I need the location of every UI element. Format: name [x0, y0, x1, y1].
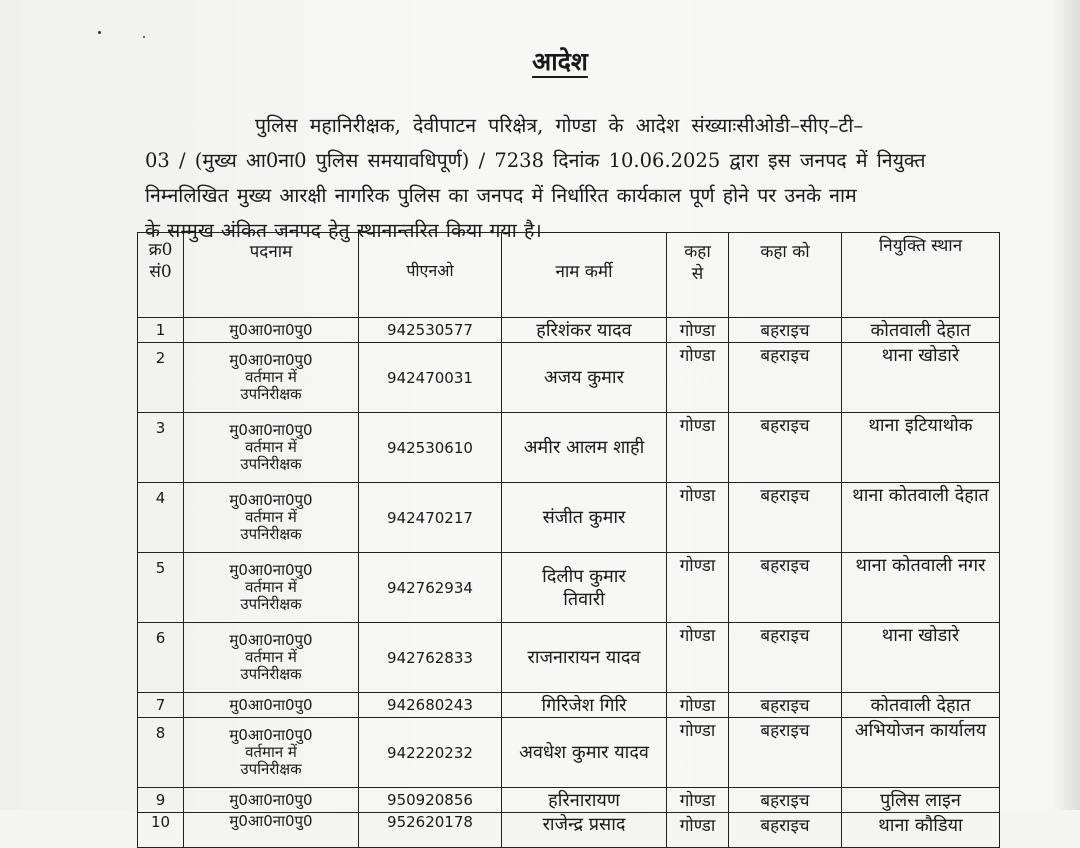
- page-edge-shadow: [1052, 0, 1080, 810]
- name-line: हरिशंकर यादव: [536, 319, 632, 341]
- cell-from: गोण्डा: [667, 318, 729, 343]
- name-line: अवधेश कुमार यादव: [519, 742, 649, 763]
- cell-to: बहराइच: [729, 788, 842, 813]
- cell-sr: 5: [138, 553, 184, 623]
- cell-posting: थाना खोडारे: [842, 343, 1000, 413]
- header-name: [502, 233, 667, 318]
- cell-to: बहराइच: [729, 553, 842, 623]
- cell-sr: 7: [138, 693, 184, 718]
- header-to: कहा को: [729, 233, 842, 318]
- cell-from: गोण्डा: [667, 623, 729, 693]
- header-pno-label: पीएनओ: [406, 261, 454, 280]
- designation-line: उपनिरीक्षक: [240, 665, 302, 683]
- cell-designation: [184, 693, 359, 718]
- paragraph-line: के सम्मुख अंकित जनपद हेतु स्थानान्तरित किया गया है।: [145, 219, 542, 242]
- name-line: संजीत कुमार: [542, 507, 626, 528]
- designation-line: वर्तमान में: [245, 368, 297, 386]
- cell-pno: 952620178: [359, 813, 502, 848]
- designation-line: मु0आ0ना0पु0: [229, 812, 313, 830]
- cell-designation: [184, 343, 359, 413]
- cell-name: [502, 413, 667, 483]
- order-paragraph: [145, 108, 987, 248]
- designation-line: मु0आ0ना0पु0: [229, 561, 313, 579]
- cell-name: [502, 623, 667, 693]
- cell-designation: [184, 413, 359, 483]
- cell-from: गोण्डा: [667, 343, 729, 413]
- cell-sr: 8: [138, 718, 184, 788]
- cell-designation: [184, 788, 359, 813]
- table-row: [138, 718, 1000, 788]
- designation-line: मु0आ0ना0पु0: [229, 421, 313, 439]
- cell-name: [502, 318, 667, 343]
- table-body: [138, 318, 1000, 848]
- cell-to: बहराइच: [729, 483, 842, 553]
- cell-pno: 950920856: [359, 788, 502, 813]
- table-row: [138, 483, 1000, 553]
- cell-sr: 3: [138, 413, 184, 483]
- header-designation: पदनाम: [184, 233, 359, 318]
- cell-pno: 942470217: [359, 483, 502, 553]
- designation-line: वर्तमान में: [245, 578, 297, 596]
- table-row: [138, 343, 1000, 413]
- table-header-row: [138, 233, 1000, 318]
- cell-designation: [184, 483, 359, 553]
- cell-posting: थाना इटियाथोक: [842, 413, 1000, 483]
- cell-designation: [184, 318, 359, 343]
- cell-to: बहराइच: [729, 693, 842, 718]
- designation-line: उपनिरीक्षक: [240, 385, 302, 403]
- cell-to: बहराइच: [729, 343, 842, 413]
- cell-from: गोण्डा: [667, 718, 729, 788]
- designation-line: मु0आ0ना0पु0: [229, 320, 313, 339]
- designation-line: मु0आ0ना0पु0: [229, 491, 313, 509]
- cell-posting: थाना कोतवाली नगर: [842, 553, 1000, 623]
- designation-line: मु0आ0ना0पु0: [229, 351, 313, 369]
- table-row: [138, 693, 1000, 718]
- cell-name: [502, 483, 667, 553]
- cell-posting: थाना खोडारे: [842, 623, 1000, 693]
- cell-pno: 942680243: [359, 693, 502, 718]
- cell-sr: 4: [138, 483, 184, 553]
- cell-to: बहराइच: [729, 813, 842, 848]
- transfer-table: [137, 232, 1000, 848]
- header-sr: [138, 233, 184, 318]
- designation-line: वर्तमान में: [245, 743, 297, 761]
- cell-name: [502, 343, 667, 413]
- table-row: [138, 413, 1000, 483]
- cell-to: बहराइच: [729, 318, 842, 343]
- cell-posting: कोतवाली देहात: [842, 318, 1000, 343]
- designation-line: उपनिरीक्षक: [240, 760, 302, 778]
- cell-posting: थाना कोतवाली देहात: [842, 483, 1000, 553]
- header-from-line: से: [691, 264, 704, 284]
- speck-mark: [143, 36, 145, 38]
- name-line: राजनारायन यादव: [527, 647, 641, 668]
- cell-pno: 942762833: [359, 623, 502, 693]
- designation-line: वर्तमान में: [245, 438, 297, 456]
- cell-to: बहराइच: [729, 413, 842, 483]
- cell-from: गोण्डा: [667, 693, 729, 718]
- cell-designation: [184, 553, 359, 623]
- cell-from: गोण्डा: [667, 813, 729, 848]
- name-line: राजेन्द्र प्रसाद: [542, 814, 626, 835]
- cell-pno: 942220232: [359, 718, 502, 788]
- header-pno: [359, 233, 502, 318]
- cell-pno: 942762934: [359, 553, 502, 623]
- cell-pno: 942530577: [359, 318, 502, 343]
- cell-name: [502, 788, 667, 813]
- cell-from: गोण्डा: [667, 788, 729, 813]
- table-row: [138, 788, 1000, 813]
- header-posting: नियुक्ति स्थान: [842, 233, 1000, 318]
- table-row: [138, 318, 1000, 343]
- cell-posting: अभियोजन कार्यालय: [842, 718, 1000, 788]
- cell-from: गोण्डा: [667, 413, 729, 483]
- cell-posting: पुलिस लाइन: [842, 788, 1000, 813]
- document-title: आदेश: [532, 47, 588, 76]
- cell-pno: 942470031: [359, 343, 502, 413]
- cell-name: [502, 553, 667, 623]
- designation-line: उपनिरीक्षक: [240, 525, 302, 543]
- cell-posting: कोतवाली देहात: [842, 693, 1000, 718]
- cell-posting: थाना कौडिया: [842, 813, 1000, 848]
- header-from-line: कहा: [684, 242, 711, 262]
- header-name-label: नाम कर्मी: [555, 262, 613, 282]
- cell-designation: [184, 718, 359, 788]
- table-row: [138, 813, 1000, 848]
- speck-mark: [98, 31, 101, 34]
- paragraph-line: 03 / (मुख्य आ0ना0 पुलिस समयावधिपूर्ण) / 7238 दिनांक 10.06.2025 द्वारा इस जनपद में नियुक्त: [145, 149, 926, 172]
- cell-sr: 10: [138, 813, 184, 848]
- designation-line: मु0आ0ना0पु0: [229, 695, 313, 714]
- cell-designation: [184, 813, 359, 848]
- name-line: हरिनारायण: [548, 789, 620, 811]
- cell-to: बहराइच: [729, 623, 842, 693]
- table-row: [138, 623, 1000, 693]
- name-line: अजय कुमार: [544, 367, 624, 388]
- cell-name: [502, 718, 667, 788]
- header-from: [667, 233, 729, 318]
- header-sr-line: सं0: [149, 262, 172, 282]
- designation-line: वर्तमान में: [245, 648, 297, 666]
- cell-sr: 1: [138, 318, 184, 343]
- paragraph-line: निम्नलिखित मुख्य आरक्षी नागरिक पुलिस का जनपद में निर्धारित कार्यकाल पूर्ण होने पर उनके नाम: [145, 184, 857, 207]
- cell-sr: 6: [138, 623, 184, 693]
- name-line: गिरिजेश गिरि: [541, 694, 627, 716]
- designation-line: वर्तमान में: [245, 508, 297, 526]
- name-line: दिलीप कुमार: [542, 565, 626, 587]
- cell-name: [502, 693, 667, 718]
- cell-pno: 942530610: [359, 413, 502, 483]
- name-line: तिवारी: [563, 588, 605, 610]
- designation-line: मु0आ0ना0पु0: [229, 631, 313, 649]
- cell-name: [502, 813, 667, 848]
- designation-line: मु0आ0ना0पु0: [229, 726, 313, 744]
- designation-line: उपनिरीक्षक: [240, 595, 302, 613]
- designation-line: उपनिरीक्षक: [240, 455, 302, 473]
- cell-sr: 2: [138, 343, 184, 413]
- table-row: [138, 553, 1000, 623]
- cell-designation: [184, 623, 359, 693]
- header-sr-line: क्र0: [148, 240, 173, 260]
- cell-from: गोण्डा: [667, 553, 729, 623]
- designation-line: मु0आ0ना0पु0: [229, 790, 313, 809]
- cell-to: बहराइच: [729, 718, 842, 788]
- name-line: अमीर आलम शाही: [523, 437, 645, 458]
- cell-from: गोण्डा: [667, 483, 729, 553]
- paragraph-line: पुलिस महानिरीक्षक, देवीपाटन परिक्षेत्र, गोण्डा के आदेश संख्याःसीओडी–सीए–टी–: [255, 114, 864, 137]
- cell-sr: 9: [138, 788, 184, 813]
